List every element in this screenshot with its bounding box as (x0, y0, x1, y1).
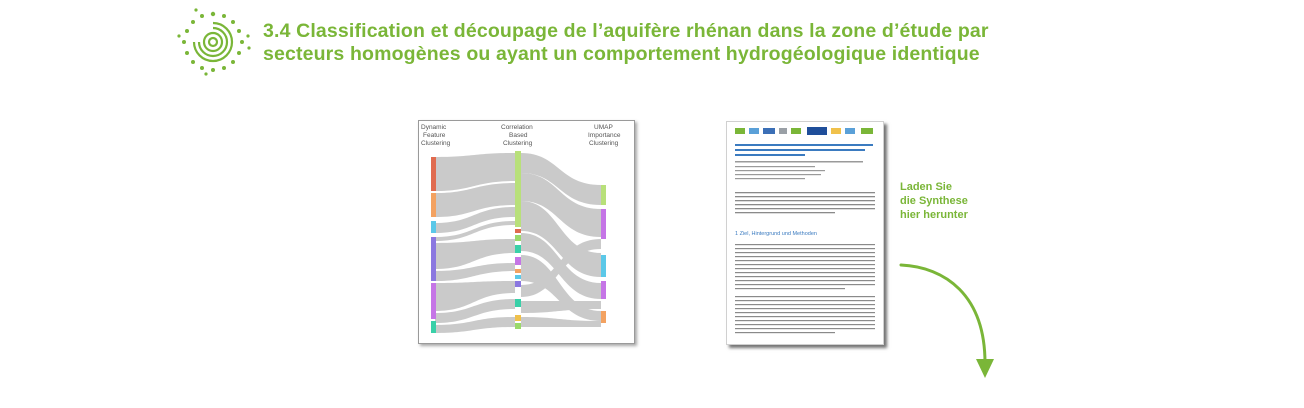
section-title (263, 20, 1283, 66)
col3-label-2: Importance (588, 132, 621, 139)
col1-label-3: Clustering (421, 140, 451, 147)
col2-label-3: Clustering (503, 140, 533, 147)
col3-label-1: UMAP (594, 124, 613, 131)
download-synthesis-link[interactable] (900, 180, 968, 222)
document-section-heading: 1 Ziel, Hintergrund und Methoden (735, 231, 817, 237)
download-line-1: Laden Sie (900, 181, 952, 193)
title-line-1: 3.4 Classification et découpage de l’aquifère rhénan dans la zone d’étude par (263, 20, 989, 42)
document-thumbnail[interactable] (726, 121, 884, 345)
col2-label-1: Correlation (501, 124, 533, 131)
download-line-2: die Synthese (900, 195, 968, 207)
col1-label-2: Feature (423, 132, 446, 139)
spiral-logo-icon (176, 6, 254, 76)
sankey-diagram-image (418, 120, 635, 344)
curved-down-arrow-icon (895, 255, 995, 380)
download-line-3: hier herunter (900, 209, 968, 221)
col3-label-3: Clustering (589, 140, 619, 147)
col1-label-1: Dynamic (421, 124, 447, 131)
title-line-2: secteurs homogènes ou ayant un comportement hydrogéologique identique (263, 43, 980, 65)
col2-label-2: Based (509, 132, 528, 139)
